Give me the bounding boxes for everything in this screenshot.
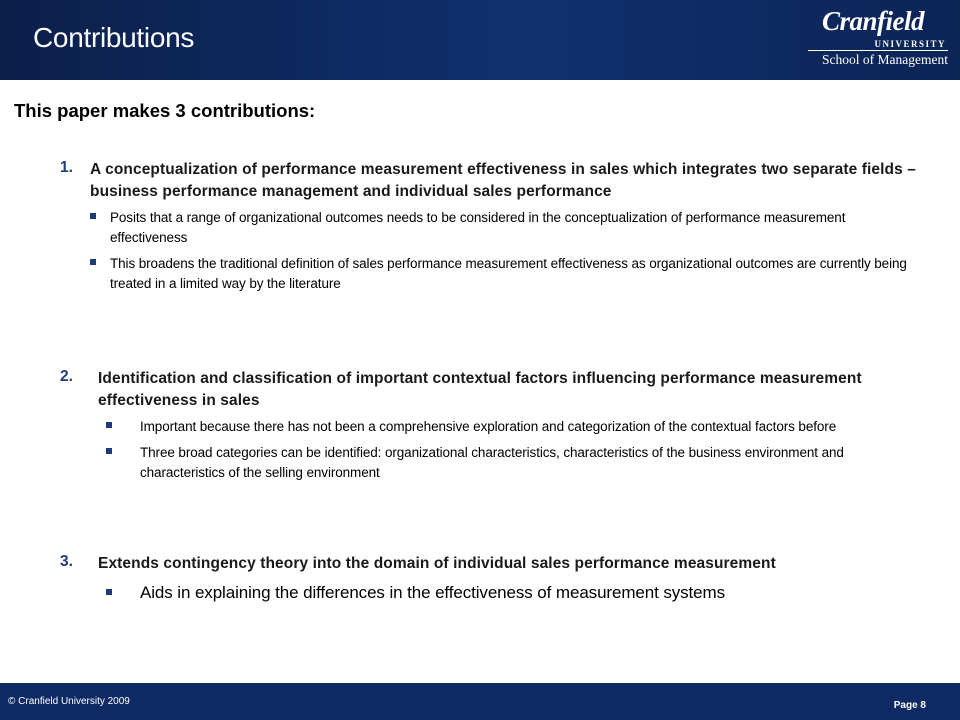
square-bullet-icon [90, 213, 96, 219]
contribution-text: A conceptualization of performance measurement effectiveness in sales which integrates two separate fields – business performance management and individual sales performance [90, 161, 916, 200]
square-bullet-icon [106, 589, 112, 595]
sub-bullet-text: Three broad categories can be identified: organizational characteristics, characteristics of the business environment and characteristics of the selling environment [140, 445, 844, 480]
contribution-number: 2. [60, 368, 73, 385]
sub-bullet [110, 254, 920, 294]
logo-divider [808, 50, 948, 51]
sub-bullet-text: Posits that a range of organizational outcomes needs to be considered in the conceptualization of performance measurement effectiveness [110, 210, 846, 245]
square-bullet-icon [106, 422, 112, 428]
sub-bullet [140, 417, 920, 437]
footer-bar [0, 683, 960, 720]
contribution-text: Extends contingency theory into the domain of individual sales performance measurement [98, 555, 776, 572]
contribution-item-2 [60, 368, 920, 483]
sub-bullet-text: This broadens the traditional definition of sales performance measurement effectiveness as organizational outcomes are currently being treated in a limited way by the literature [110, 256, 907, 291]
header-bar [0, 0, 960, 80]
intro-heading: This paper makes 3 contributions: [14, 100, 316, 121]
sub-bullet [140, 443, 920, 483]
contribution-text: Identification and classification of important contextual factors influencing performance measurement effectiveness in sales [98, 370, 862, 409]
logo-wordmark: Cranfield [821, 6, 924, 36]
contribution-number: 3. [60, 553, 73, 570]
slide-title: Contributions [33, 22, 195, 53]
page-number: Page 8 [893, 700, 926, 711]
contribution-item-3 [60, 553, 920, 604]
logo-university: UNIVERSITY [874, 39, 946, 49]
sub-bullet-text: Important because there has not been a comprehensive exploration and categorization of the contextual factors before [140, 419, 837, 434]
contribution-item-1 [60, 159, 920, 294]
cranfield-logo [798, 6, 950, 72]
square-bullet-icon [90, 259, 96, 265]
contribution-number: 1. [60, 159, 73, 176]
sub-bullet [140, 582, 920, 604]
square-bullet-icon [106, 448, 112, 454]
logo-school: School of Management [822, 52, 948, 67]
sub-bullet [110, 208, 920, 248]
copyright-text: © Cranfield University 2009 [8, 696, 130, 707]
sub-bullet-text: Aids in explaining the differences in the effectiveness of measurement systems [140, 583, 726, 602]
